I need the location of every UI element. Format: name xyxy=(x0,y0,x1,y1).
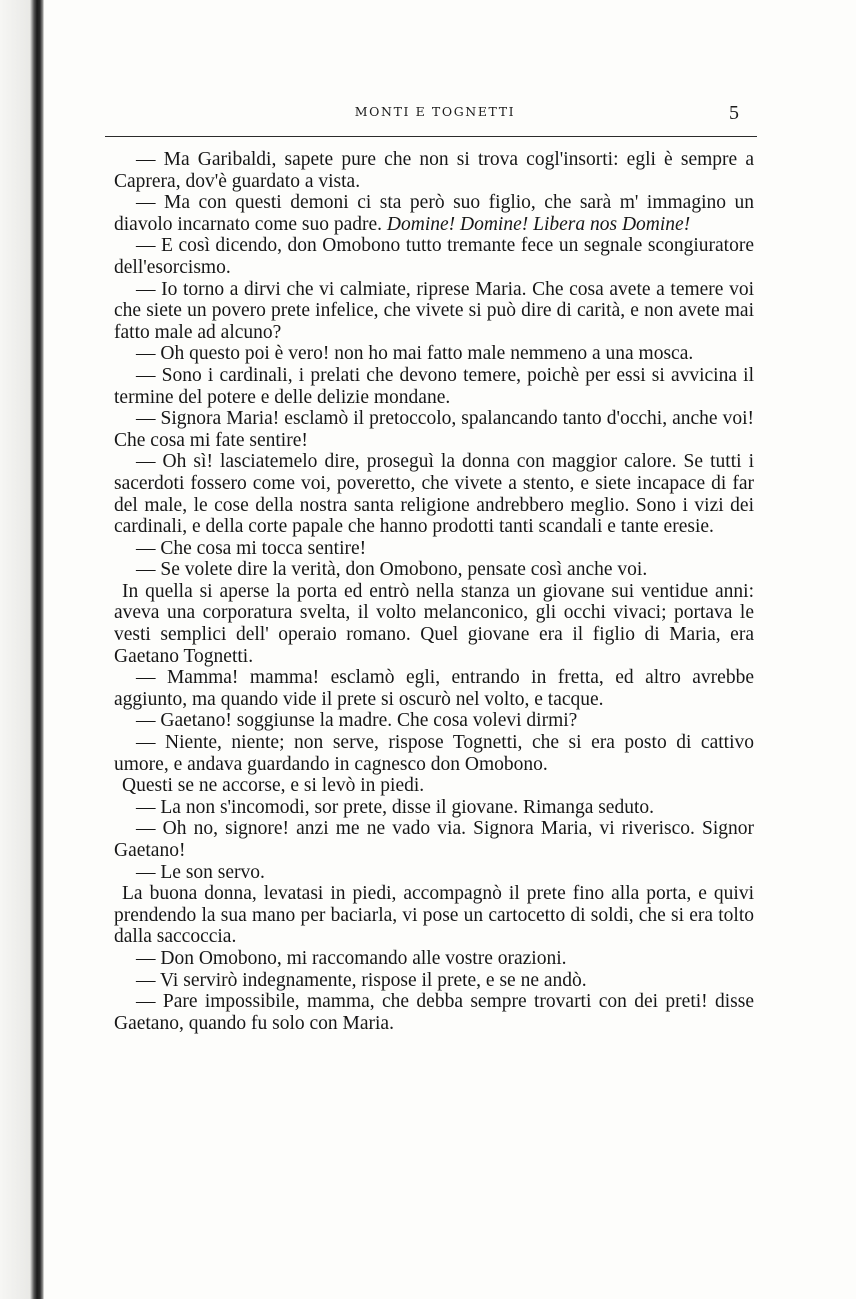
paragraph: Questi se ne accorse, e si levò in piedi. xyxy=(122,775,425,797)
header-rule xyxy=(105,136,757,137)
paragraph: — Signora Maria! esclamò il pretoccolo, spalancando tanto d'occhi, anche voi! Che cosa mi fate sentire! xyxy=(114,408,754,451)
body-text xyxy=(114,149,754,1034)
paragraph: — La non s'incomodi, sor prete, disse il giovane. Rimanga seduto. xyxy=(136,796,655,818)
paragraph: — Se volete dire la verità, don Omobono, pensate così anche voi. xyxy=(136,559,648,581)
paragraph: — Mamma! mamma! esclamò egli, entrando in fretta, ed altro avrebbe aggiunto, ma quando vide il prete si oscurò nel volto, e tacque. xyxy=(114,667,754,710)
paragraph: — Le son servo. xyxy=(136,861,265,883)
page-header xyxy=(105,100,765,130)
paragraph: La buona donna, levatasi in piedi, accompagnò il prete fino alla porta, e quivi prendendo la sua mano per baciarla, vi pose un cartocetto di soldi, che si era tolto dalla saccoccia. xyxy=(114,883,754,948)
paragraph-text: — Ma con questi demoni ci sta però suo figlio, che sarà m' immagino un diavolo incarnato come suo padre. xyxy=(114,192,754,235)
latin-invocation: Domine! Domine! Libera nos Domine! xyxy=(386,213,691,235)
paragraph: — Che cosa mi tocca sentire! xyxy=(136,537,367,559)
paragraph: — Io torno a dirvi che vi calmiate, riprese Maria. Che cosa avete a temere voi che siete un povero prete infelice, che vivete si può dire di carità, e non avete mai fatto male ad alcuno? xyxy=(114,278,754,343)
paragraph: — Sono i cardinali, i prelati che devono temere, poichè per essi si avvicina il termine del potere e delle delizie mondane. xyxy=(114,364,754,408)
paragraph: — Niente, niente; non serve, rispose Tognetti, che si era posto di cattivo umore, e andava guardando in cagnesco don Omobono. xyxy=(114,732,754,775)
paragraph: — Oh questo poi è vero! non ho mai fatto male nemmeno a una mosca. xyxy=(136,343,694,365)
paragraph: — Oh sì! lasciatemelo dire, proseguì la donna con maggior calore. Se tutti i sacerdoti fossero come voi, poveretto, che vivete a stento, e siete incapace di far del male, le cose della nostra santa religione andrebbero meglio. Sono i vizi dei cardinali, e della corte papale che hanno prodotti tanti scandali e tante eresie. xyxy=(114,451,754,538)
page-binding-edge xyxy=(0,0,44,1299)
paragraph: — Ma Garibaldi, sapete pure che non si trova cogl'insorti: egli è sempre a Caprera, dov'è guardato a vista. xyxy=(114,149,754,192)
page-number: 5 xyxy=(729,102,739,124)
paragraph: — Gaetano! soggiunse la madre. Che cosa volevi dirmi? xyxy=(136,710,578,732)
paragraph: — Vi servirò indegnamente, rispose il prete, e se ne andò. xyxy=(136,969,587,991)
paragraph: — Oh no, signore! anzi me ne vado via. Signora Maria, vi riverisco. Signor Gaetano! xyxy=(114,818,754,861)
paragraph xyxy=(114,192,754,235)
running-title: MONTI E TOGNETTI xyxy=(354,104,516,119)
paragraph: In quella si aperse la porta ed entrò nella stanza un giovane sui ventidue anni: aveva una corporatura svelta, il volto melanconico, gli occhi vivaci; portava le vesti semplici dell' operaio romano. Quel giovane era il figlio di Maria, era Gaetano Tognetti. xyxy=(114,580,754,667)
paragraph: — Pare impossibile, mamma, che debba sempre trovarti con dei preti! disse Gaetano, quando fu solo con Maria. xyxy=(114,991,754,1034)
paragraph: — E così dicendo, don Omobono tutto tremante fece un segnale scongiuratore dell'esorcismo. xyxy=(114,235,754,278)
paragraph: — Don Omobono, mi raccomando alle vostre orazioni. xyxy=(136,947,567,969)
